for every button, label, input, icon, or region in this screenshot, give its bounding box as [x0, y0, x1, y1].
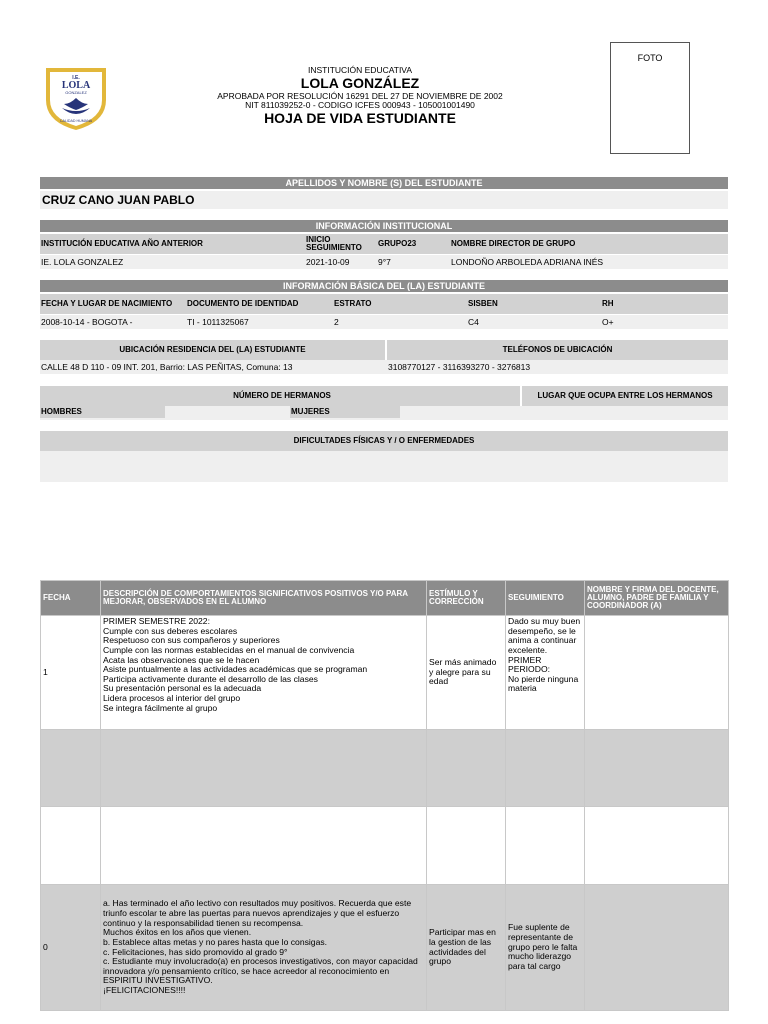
residence-label: UBICACIÓN RESIDENCIA DEL (LA) ESTUDIANTE [119, 345, 306, 354]
row-date [41, 807, 101, 885]
col-followup-header: SEGUIMIENTO [506, 581, 585, 616]
id-value: TI - 1011325067 [187, 317, 249, 327]
logo-motto-text: CALIDAD HUMANA [59, 119, 93, 123]
row-stimulus: Ser más animado y alegre para su edad [427, 616, 506, 730]
difficulties-label: DIFICULTADES FÍSICAS Y / O ENFERMEDADES [293, 436, 475, 445]
institution-logo [40, 64, 112, 132]
men-label: HOMBRES [41, 407, 82, 416]
resolution-text: APROBADA POR RESOLUCIÓN 16291 DEL 27 DE NOVIEMBRE DE 2002 [217, 91, 503, 101]
sisben-value: C4 [468, 317, 479, 327]
phones-label: TELÉFONOS DE UBICACIÓN [502, 345, 613, 354]
group-label: GRUPO23 [378, 239, 417, 248]
row-followup [506, 807, 585, 885]
table-row [41, 885, 729, 1011]
logo-main-text: LOLA [61, 80, 91, 91]
id-label: DOCUMENTO DE IDENTIDAD [187, 299, 299, 308]
row-followup: Fue suplente de representante de grupo pero le falta mucho liderazgo para tal cargo [506, 885, 585, 1011]
row-description [101, 807, 427, 885]
behavior-table-header [41, 581, 729, 616]
prev-school-label: INSTITUCIÓN EDUCATIVA AÑO ANTERIOR [41, 239, 203, 248]
table-row [41, 807, 729, 885]
row-stimulus [427, 807, 506, 885]
row-date: 1 [41, 616, 101, 730]
institution-label: INSTITUCIÓN EDUCATIVA [307, 65, 413, 75]
table-row [41, 730, 729, 807]
basic-values-row [40, 315, 728, 329]
prev-school-value: IE. LOLA GONZALEZ [41, 257, 124, 267]
stratum-label: ESTRATO [334, 299, 372, 308]
row-stimulus: Participar mas en la gestion de las actividades del grupo [427, 885, 506, 1011]
group-value: 9°7 [378, 257, 391, 267]
row-description: PRIMER SEMESTRE 2022: Cumple con sus deberes escolares Respetuoso con sus compañeros y superiores Cumple con las normas establecidas en el manual de convivencia Acata las observaciones que se le hacen Asiste puntualmente a las actividades académicas que se programan Participa activamente durante el desarrollo de las clases Su presentación personal es la adecuada Lidera procesos al interior del grupo Se integra fácilmente al grupo [101, 616, 427, 730]
row-signature [585, 885, 729, 1011]
residence-value: CALLE 48 D 110 - 09 INT. 201, Barrio: LAS PEÑITAS, Comuna: 13 [41, 362, 293, 372]
rh-label: RH [602, 299, 614, 308]
logo-bottom-text: GONZALEZ [65, 90, 87, 95]
difficulties-value [40, 451, 728, 482]
birth-label: FECHA Y LUGAR DE NACIMIENTO [41, 299, 173, 308]
nit-text: NIT 811039252-0 - CODIGO ICFES 000943 - 105001001490 [245, 100, 475, 110]
row-description: a. Has terminado el año lectivo con resultados muy positivos. Recuerda que este triunfo escolar te abre las puertas para nuevos aprendizajes y que el esfuerzo continuo y la responsabilidad tienen su recompensa. Muchos éxitos en los años que vienen. b. Establece altas metas y no pares hasta que lo consigas. c. Felicitaciones, has sido promovido al grado 9° c. Estudiante muy involucrado(a) en procesos investigativos, con mayor capacidad innovadora y/o pensamiento crítico, se hace acreedor al reconocimiento en ESPIRITU INVESTIGATIVO. ¡FELICITACIONES!!!! [101, 885, 427, 1011]
col-signature-header: NOMBRE Y FIRMA DEL DOCENTE, ALUMNO, PADRE DE FAMILIA Y COORDINADOR (A) [585, 581, 729, 616]
row-followup: Dado su muy buen desempeño, se le anima a continuar excelente. PRIMER PERIODO: No pierde ninguna materia [506, 616, 585, 730]
student-name-header: APELLIDOS Y NOMBRE (S) DEL ESTUDIANTE [40, 177, 728, 189]
director-value: LONDOÑO ARBOLEDA ADRIANA INÉS [451, 257, 604, 267]
document-title: HOJA DE VIDA ESTUDIANTE [264, 110, 456, 126]
institutional-info-header: INFORMACIÓN INSTITUCIONAL [40, 220, 728, 232]
student-name-row [40, 191, 728, 209]
row-signature [585, 616, 729, 730]
siblings-label: NÚMERO DE HERMANOS [233, 391, 331, 400]
behavior-table [40, 580, 729, 1011]
student-name: CRUZ CANO JUAN PABLO [42, 193, 195, 207]
row-followup [506, 730, 585, 807]
row-signature [585, 730, 729, 807]
col-description-header: DESCRIPCIÓN DE COMPORTAMIENTOS SIGNIFICATIVOS POSITIVOS Y/O PARA MEJORAR, OBSERVADOS EN EL ALUMNO [101, 581, 427, 616]
basic-info-header: INFORMACIÓN BÁSICA DEL (LA) ESTUDIANTE [40, 280, 728, 292]
row-date [41, 730, 101, 807]
sisben-label: SISBEN [468, 299, 498, 308]
row-signature [585, 807, 729, 885]
start-date-value: 2021-10-09 [306, 257, 350, 267]
row-date: 0 [41, 885, 101, 1011]
director-label: NOMBRE DIRECTOR DE GRUPO [451, 239, 576, 248]
row-description [101, 730, 427, 807]
women-label: MUJERES [291, 407, 330, 416]
table-row [41, 616, 729, 730]
photo-box [610, 42, 690, 154]
start-followup-label: INICIO SEGUIMIENTO [306, 235, 362, 253]
col-stimulus-header: ESTÍMULO Y CORRECCIÓN [427, 581, 506, 616]
col-date-header: FECHA [41, 581, 101, 616]
rh-value: O+ [602, 317, 614, 327]
row-stimulus [427, 730, 506, 807]
stratum-value: 2 [334, 317, 339, 327]
logo-top-text: I.E. [72, 75, 80, 81]
institution-name: LOLA GONZÁLEZ [300, 75, 420, 91]
sibling-place-label: LUGAR QUE OCUPA ENTRE LOS HERMANOS [537, 391, 713, 400]
birth-value: 2008-10-14 - BOGOTA - [41, 317, 133, 327]
phones-value: 3108770127 - 3116393270 - 3276813 [388, 362, 531, 372]
photo-label: FOTO [637, 53, 663, 63]
